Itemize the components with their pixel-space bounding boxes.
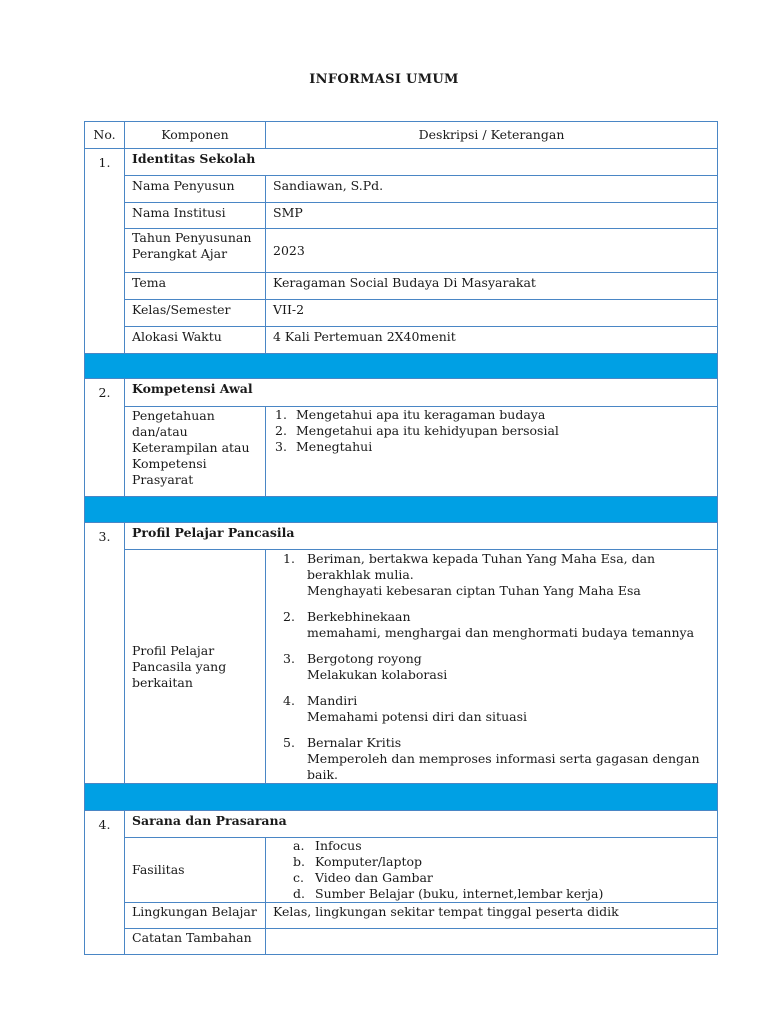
kompetensi-list-cell: [266, 407, 718, 497]
row-value: SMP: [266, 203, 718, 229]
profil-list: [273, 551, 710, 783]
list-item: 3. Menegtahui: [275, 439, 373, 454]
fasilitas-list: [273, 838, 710, 902]
kompetensi-list: [275, 407, 710, 455]
table-row: [85, 407, 718, 497]
section-number: 4.: [85, 811, 125, 955]
section-number: 1.: [85, 149, 125, 354]
list-item: 2. Berkebhinekaan memahami, menghargai dan menghormati budaya temannya: [283, 609, 695, 640]
row-label: Profil Pelajar Pancasila yang berkaitan: [125, 550, 266, 784]
section-title: Sarana dan Prasarana: [125, 811, 718, 838]
list-item: 1. Beriman, bertakwa kepada Tuhan Yang Maha Esa, dan berakhlak mulia. Menghayati kebesaran ciptan Tuhan Yang Maha Esa: [283, 551, 656, 598]
row-value: VII-2: [266, 300, 718, 327]
list-item: c. Video dan Gambar: [293, 870, 433, 885]
list-item: d. Sumber Belajar (buku, internet,lembar kerja): [293, 886, 604, 901]
document-title: INFORMASI UMUM: [309, 72, 459, 87]
profil-list-cell: [266, 550, 718, 784]
row-label: Kelas/Semester: [125, 300, 266, 327]
list-item: 4. Mandiri Memahami potensi diri dan situasi: [283, 693, 527, 724]
table-header-row: [85, 122, 718, 149]
row-label: Tahun Penyusunan Perangkat Ajar: [125, 229, 266, 273]
list-item: a. Infocus: [293, 838, 362, 853]
section-title: Identitas Sekolah: [125, 149, 718, 176]
header-deskripsi: Deskripsi / Keterangan: [266, 122, 718, 149]
list-item: 5. Bernalar Kritis Memperoleh dan memproses informasi serta gagasan dengan baik.: [283, 735, 700, 782]
section-title: Kompetensi Awal: [125, 379, 718, 407]
fasilitas-list-cell: [266, 838, 718, 903]
table-row: [85, 903, 718, 929]
section-divider: [85, 497, 718, 523]
row-value: 4 Kali Pertemuan 2X40menit: [266, 327, 718, 354]
list-item: 2. Mengetahui apa itu kehidyupan bersosial: [275, 423, 559, 438]
row-label: Lingkungan Belajar: [125, 903, 266, 929]
row-label: Alokasi Waktu: [125, 327, 266, 354]
row-label: Fasilitas: [125, 838, 266, 903]
section-title: Profil Pelajar Pancasila: [125, 523, 718, 550]
row-label: Pengetahuan dan/atau Keterampilan atau Kompetensi Prasyarat: [125, 407, 266, 497]
row-value: Sandiawan, S.Pd.: [266, 176, 718, 203]
row-label: Tema: [125, 273, 266, 300]
table-row: [85, 229, 718, 273]
section-profil-header: [85, 523, 718, 550]
section-divider: [85, 784, 718, 811]
list-item: 3. Bergotong royong Melakukan kolaborasi: [283, 651, 448, 682]
section-divider: [85, 354, 718, 379]
table-row: [85, 327, 718, 354]
table-row: [85, 176, 718, 203]
row-value: [266, 929, 718, 955]
header-no: No.: [85, 122, 125, 149]
row-label: Catatan Tambahan: [125, 929, 266, 955]
section-sarana-header: [85, 811, 718, 838]
row-value: 2023: [266, 229, 718, 273]
table-row: [85, 300, 718, 327]
section-identitas-header: [85, 149, 718, 176]
row-value: Keragaman Social Budaya Di Masyarakat: [266, 273, 718, 300]
table-row: [85, 838, 718, 903]
header-komponen: Komponen: [125, 122, 266, 149]
table-row: [85, 929, 718, 955]
row-label: Nama Institusi: [125, 203, 266, 229]
informasi-umum-table: [84, 121, 718, 955]
table-row: [85, 203, 718, 229]
section-number: 3.: [85, 523, 125, 784]
row-label: Nama Penyusun: [125, 176, 266, 203]
section-number: 2.: [85, 379, 125, 497]
section-kompetensi-header: [85, 379, 718, 407]
row-value: Kelas, lingkungan sekitar tempat tinggal peserta didik: [266, 903, 718, 929]
table-row: [85, 550, 718, 784]
table-row: [85, 273, 718, 300]
list-item: 1. Mengetahui apa itu keragaman budaya: [275, 407, 546, 422]
list-item: b. Komputer/laptop: [293, 854, 423, 869]
